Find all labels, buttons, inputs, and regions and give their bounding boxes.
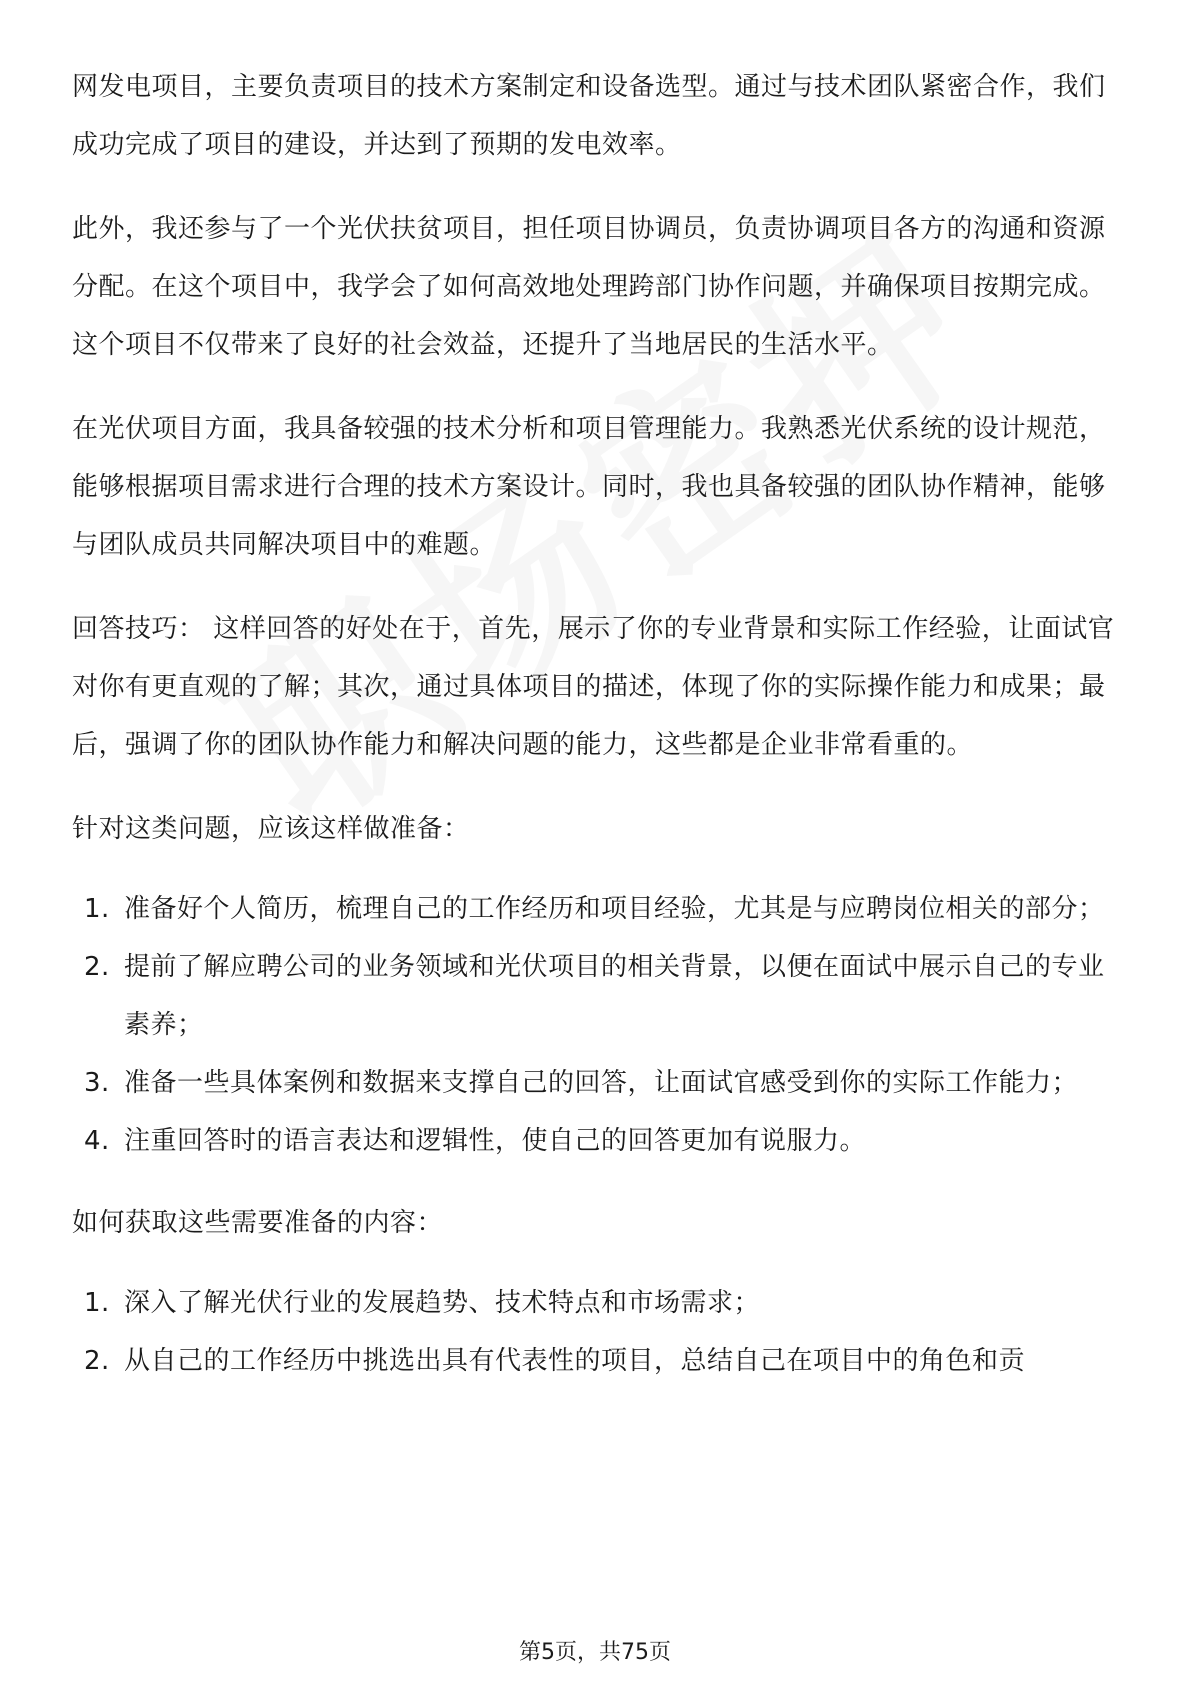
list-item-number: 4. <box>84 1126 110 1156</box>
paragraph-poverty-project: 此外，我还参与了一个光伏扶贫项目，担任项目协调员，负责协调项目各方的沟通和资源分配。在这个项目中，我学会了如何高效地处理跨部门协作问题，并确保项目按期完成。这个项目不仅带来了良好的社会效益，还提升了当地居民的生活水平。 <box>72 214 1106 360</box>
list-item <box>72 1332 1122 1390</box>
list-item <box>72 938 1122 1054</box>
document-body <box>72 58 1122 1414</box>
paragraph-abilities: 在光伏项目方面，我具备较强的技术分析和项目管理能力。我熟悉光伏系统的设计规范，能够根据项目需求进行合理的技术方案设计。同时，我也具备较强的团队协作精神，能够与团队成员共同解决项目中的难题。 <box>72 414 1106 560</box>
list-item-number: 3. <box>84 1068 110 1098</box>
source-heading: 如何获取这些需要准备的内容： <box>72 1208 444 1238</box>
list-item <box>72 1274 1122 1332</box>
list-item <box>72 1112 1122 1170</box>
list-item-text: 从自己的工作经历中挑选出具有代表性的项目，总结自己在项目中的角色和贡 <box>124 1346 1026 1376</box>
list-item-text: 准备一些具体案例和数据来支撑自己的回答，让面试官感受到你的实际工作能力； <box>124 1068 1079 1098</box>
list-item-text: 注重回答时的语言表达和逻辑性，使自己的回答更加有说服力。 <box>124 1126 867 1156</box>
list-item <box>72 880 1122 938</box>
list-item-text: 深入了解光伏行业的发展趋势、技术特点和市场需求； <box>124 1288 761 1318</box>
paragraph-answer-tips: 回答技巧： 这样回答的好处在于，首先，展示了你的专业背景和实际工作经验，让面试官对你有更直观的了解；其次，通过具体项目的描述，体现了你的实际操作能力和成果；最后，强调了你的团队协作能力和解决问题的能力，这些都是企业非常看重的。 <box>72 614 1115 760</box>
list-item-number: 2. <box>84 952 110 982</box>
list-item <box>72 1054 1122 1112</box>
list-item-number: 1. <box>84 1288 110 1318</box>
prep-list <box>72 880 1122 1170</box>
list-item-number: 2. <box>84 1346 110 1376</box>
list-item-number: 1. <box>84 894 110 924</box>
list-item-text: 提前了解应聘公司的业务领域和光伏项目的相关背景，以便在面试中展示自己的专业素养； <box>124 952 1105 1040</box>
list-item-text: 准备好个人简历，梳理自己的工作经历和项目经验，尤其是与应聘岗位相关的部分； <box>124 894 1105 924</box>
paragraph-project-intro: 网发电项目，主要负责项目的技术方案制定和设备选型。通过与技术团队紧密合作，我们成功完成了项目的建设，并达到了预期的发电效率。 <box>72 72 1106 160</box>
prep-heading: 针对这类问题，应该这样做准备： <box>72 814 470 844</box>
page-number-footer: 第5页，共75页 <box>519 1640 671 1665</box>
source-list <box>72 1274 1122 1390</box>
